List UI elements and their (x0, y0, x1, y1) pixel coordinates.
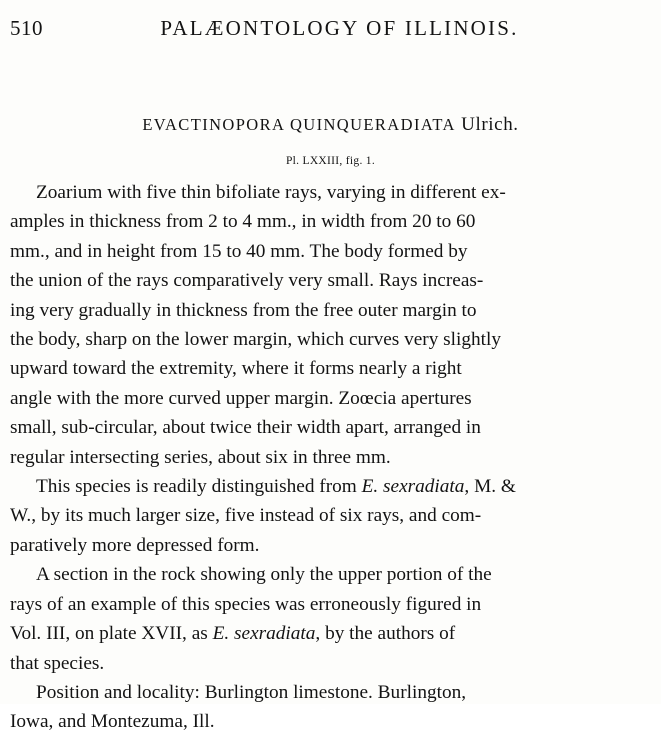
text-line: small, sub-circular, about twice their width apart, arranged in (10, 417, 481, 439)
text-line: mm., and in height from 15 to 40 mm. The body formed by (10, 240, 468, 262)
text-line: Iowa, and Montezuma, Ill. (10, 711, 215, 733)
plate-reference-text: Pl. LXXIII, fig. 1. (285, 155, 376, 167)
page-number: 510 (10, 16, 43, 40)
text-line: W., by its much larger size, five instead of six rays, and com- (10, 505, 482, 527)
text-line: Zoarium with five thin bifoliate rays, varying in different ex- (36, 182, 506, 203)
text-line: Position and locality: Burlington limestone. Burlington, (36, 681, 467, 703)
species-author: Ulrich. (461, 114, 519, 135)
text-line: rays of an example of this species was erroneously figured in (10, 593, 482, 615)
text-line: ing very gradually in thickness from the free outer margin to (10, 299, 477, 321)
paragraph-1 (10, 178, 655, 472)
paragraph-4 (10, 678, 655, 737)
text-line: that species. (10, 652, 105, 674)
text-line: upward toward the extremity, where it forms nearly a right (10, 358, 462, 380)
text-line: angle with the more curved upper margin. Zoœcia apertures (10, 387, 472, 409)
text-line: Vol. III, on plate XVII, as E. sexradiata, by the authors of (10, 623, 456, 645)
text-line: amples in thickness from 2 to 4 mm., in width from 20 to 60 (10, 211, 476, 233)
text-line: This species is readily distinguished from E. sexradiata, M. & (36, 476, 516, 498)
page-header (0, 16, 661, 46)
text-line: paratively more depressed form. (10, 534, 260, 556)
paragraph-2 (10, 472, 655, 560)
text-line: the body, sharp on the lower margin, which curves very slightly (10, 329, 502, 351)
text-line: the union of the rays comparatively very small. Rays increas- (10, 270, 484, 292)
text-line: regular intersecting series, about six in three mm. (10, 446, 391, 468)
body-text (10, 178, 655, 737)
species-heading (0, 114, 661, 136)
paragraph-3 (10, 560, 655, 678)
running-head: PALÆONTOLOGY OF ILLINOIS. (160, 16, 519, 40)
plate-reference (0, 152, 661, 168)
text-line: A section in the rock showing only the upper portion of the (36, 564, 492, 586)
species-name: EVACTINOPORA QUINQUERADIATA (142, 115, 456, 134)
